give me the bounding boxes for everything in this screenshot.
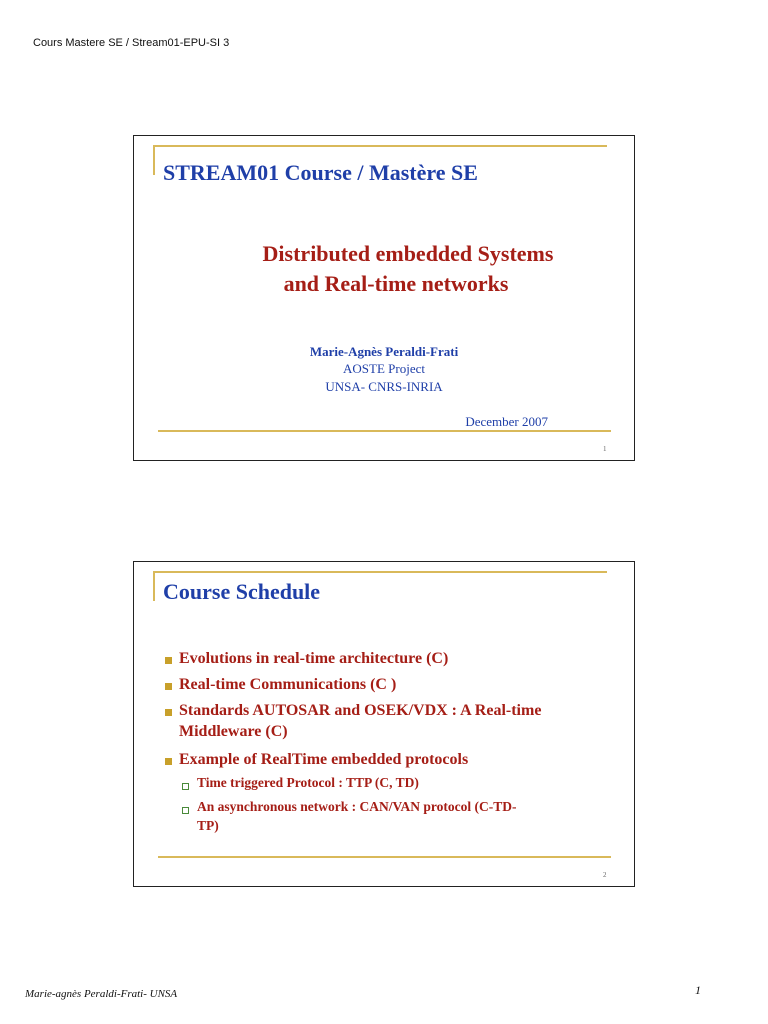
bullet-icon: [165, 758, 172, 765]
sub-bullet-item: An asynchronous network : CAN/VAN protocol (C-TD-: [197, 799, 517, 814]
sub-bullet-item-continued: TP): [197, 818, 219, 833]
page-header: Cours Mastere SE / Stream01-EPU-SI 3: [33, 37, 230, 49]
slide-number: 2: [603, 871, 607, 879]
author-name: Marie-Agnès Peraldi-Frati: [309, 344, 459, 359]
affiliation: UNSA- CNRS-INRIA: [325, 379, 443, 394]
slide-2: [133, 561, 635, 887]
subtitle-line-1: Distributed embedded Systems: [262, 241, 554, 266]
sub-bullet-icon: [182, 807, 189, 814]
bottom-rule: [158, 430, 611, 432]
top-rule: [153, 571, 607, 573]
page-number: 1: [695, 983, 701, 997]
bullet-icon: [165, 657, 172, 664]
slide-title: STREAM01 Course / Mastère SE: [163, 160, 478, 185]
slide-title: Course Schedule: [163, 579, 321, 604]
bullet-item-continued: Middleware (C): [179, 723, 288, 740]
sub-bullet-icon: [182, 783, 189, 790]
bullet-item: Standards AUTOSAR and OSEK/VDX : A Real-time: [179, 702, 542, 719]
bullet-icon: [165, 683, 172, 690]
bullet-icon: [165, 709, 172, 716]
slide-1: [133, 135, 635, 461]
bottom-rule: [158, 856, 611, 858]
sub-bullet-item: Time triggered Protocol : TTP (C, TD): [197, 775, 419, 790]
left-rule: [153, 571, 155, 601]
subtitle-line-2: and Real-time networks: [283, 271, 509, 296]
bullet-item: Example of RealTime embedded protocols: [179, 751, 469, 768]
top-rule: [153, 145, 607, 147]
slide-number: 1: [603, 445, 607, 453]
bullet-item: Evolutions in real-time architecture (C): [179, 650, 449, 667]
left-rule: [153, 145, 155, 175]
footer-author: Marie-agnès Peraldi-Frati- UNSA: [25, 988, 178, 1000]
date: December 2007: [465, 414, 548, 429]
bullet-item: Real-time Communications (C ): [179, 676, 397, 693]
project-name: AOSTE Project: [343, 361, 425, 376]
